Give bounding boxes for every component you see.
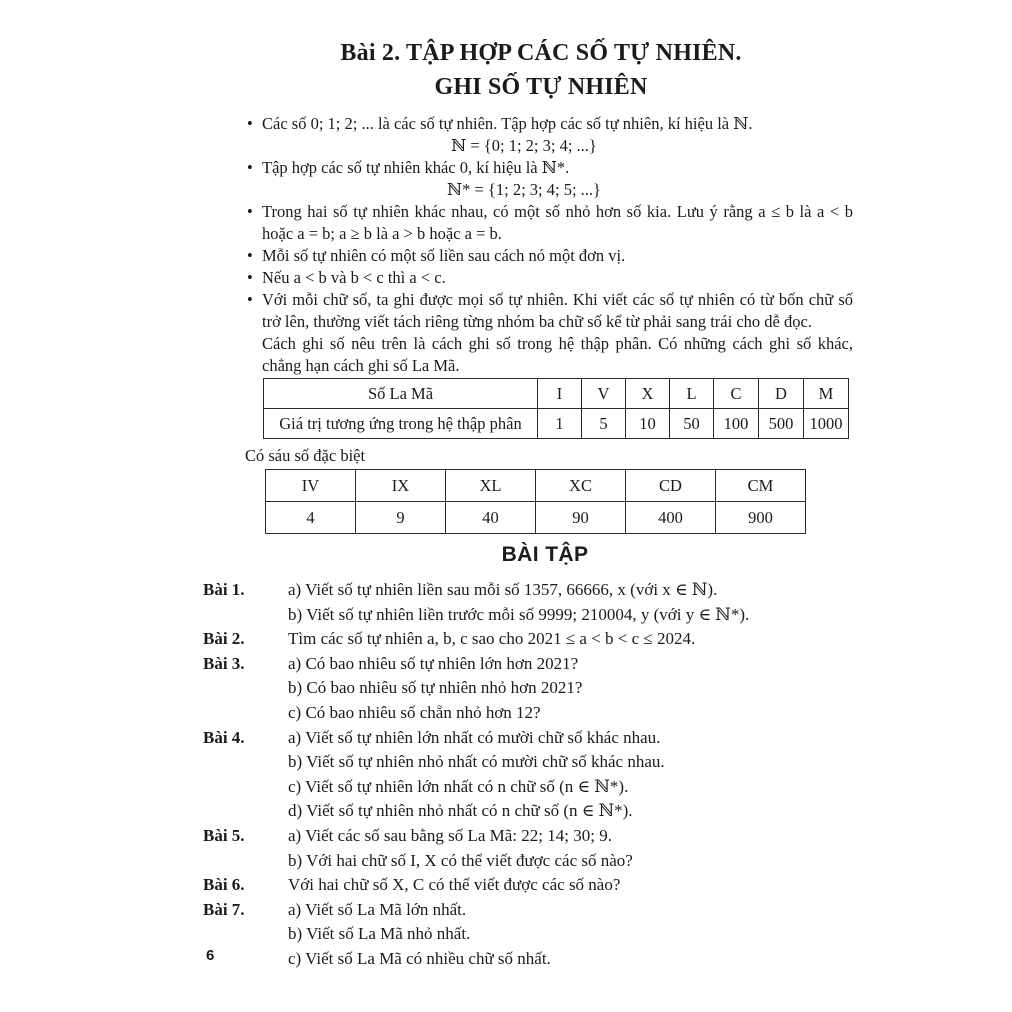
- exercise-label: [203, 701, 288, 726]
- exercise-line: [203, 750, 855, 775]
- lesson-title-line1: Bài 2. TẬP HỢP CÁC SỐ TỰ NHIÊN.: [340, 40, 742, 66]
- table-cell: 400: [626, 502, 716, 534]
- theory-bullet-nonzero-naturals: • Tập hợp các số tự nhiên khác 0, kí hiệu là ℕ*.: [245, 157, 853, 179]
- exercise-line: [203, 603, 855, 628]
- table-row: [264, 379, 849, 409]
- table-row: [264, 409, 849, 439]
- exercises-heading: BÀI TẬP: [501, 543, 589, 566]
- table-cell: L: [670, 379, 714, 409]
- exercise-line: [203, 824, 855, 849]
- exercise-label: [203, 799, 288, 824]
- roman-numerals-table: [263, 378, 849, 439]
- theory-bullet-transitivity: • Nếu a < b và b < c thì a < c.: [245, 267, 853, 289]
- six-special-numbers-note: Có sáu số đặc biệt: [245, 446, 366, 465]
- exercise-line: [203, 726, 855, 751]
- exercise-label: [203, 849, 288, 874]
- exercise-text: Với hai chữ số X, C có thể viết được các số nào?: [288, 875, 621, 895]
- table-cell: XL: [446, 470, 536, 502]
- exercise-line: [203, 799, 855, 824]
- exercise-text: b) Viết số La Mã nhỏ nhất.: [288, 924, 471, 944]
- table-cell: 90: [536, 502, 626, 534]
- page-number: 6: [206, 947, 215, 964]
- theory-paragraph-decimal-system: Cách ghi số nêu trên là cách ghi số trong hệ thập phân. Có những cách ghi số khác, chẳng hạn cách ghi số La Mã.: [262, 334, 853, 375]
- exercise-line: [203, 922, 855, 947]
- table-cell: 4: [266, 502, 356, 534]
- exercise-text: a) Viết số tự nhiên liền sau mỗi số 1357, 66666, x (với x ∈ ℕ).: [288, 580, 718, 599]
- table-cell: CD: [626, 470, 716, 502]
- table-cell: 5: [582, 409, 626, 439]
- theory-bullet-natural-numbers: • Các số 0; 1; 2; ... là các số tự nhiên. Tập hợp các số tự nhiên, kí hiệu là ℕ.: [245, 113, 853, 135]
- theory-bullet-comparison: • Trong hai số tự nhiên khác nhau, có một số nhỏ hơn số kia. Lưu ý rằng a ≤ b là a < b hoặc a = b; a ≥ b là a > b hoặc a = b.: [245, 201, 853, 245]
- theory-bullet-digits: • Với mỗi chữ số, ta ghi được mọi số tự nhiên. Khi viết các số tự nhiên có từ bốn chữ số trở lên, thường viết tách riêng từng nhóm ba chữ số kể từ phải sang trái cho dễ đọc.: [245, 289, 853, 333]
- exercise-label: [203, 922, 288, 947]
- table-cell: XC: [536, 470, 626, 502]
- table-cell: V: [582, 379, 626, 409]
- exercise-line: [203, 578, 855, 603]
- table-cell: Giá trị tương ứng trong hệ thập phân: [264, 409, 538, 439]
- table-cell: Số La Mã: [264, 379, 538, 409]
- exercise-text: b) Viết số tự nhiên liền trước mỗi số 9999; 210004, y (với y ∈ ℕ*).: [288, 604, 750, 624]
- table-cell: M: [804, 379, 849, 409]
- theory-section: [245, 113, 853, 377]
- exercises-section: [203, 578, 855, 972]
- table-cell: D: [759, 379, 804, 409]
- table-cell: 10: [626, 409, 670, 439]
- exercise-text: c) Viết số La Mã có nhiều chữ số nhất.: [288, 948, 551, 968]
- exercise-line: [203, 898, 855, 923]
- table-cell: 900: [716, 502, 806, 534]
- exercise-line: [203, 701, 855, 726]
- exercise-text: d) Viết số tự nhiên nhỏ nhất có n chữ số (n ∈ ℕ*).: [288, 801, 633, 821]
- exercise-text: c) Viết số tự nhiên lớn nhất có n chữ số (n ∈ ℕ*).: [288, 776, 629, 796]
- page-content: [203, 36, 855, 972]
- exercise-line: [203, 652, 855, 677]
- table-cell: 50: [670, 409, 714, 439]
- table-cell: X: [626, 379, 670, 409]
- exercise-label: Bài 7.: [203, 899, 245, 919]
- exercise-line: [203, 775, 855, 800]
- exercise-label: Bài 1.: [203, 580, 245, 599]
- exercise-line: [203, 676, 855, 701]
- exercise-text: a) Viết số La Mã lớn nhất.: [288, 899, 467, 919]
- exercise-line: [203, 873, 855, 898]
- exercise-text: a) Viết số tự nhiên lớn nhất có mười chữ số khác nhau.: [288, 727, 661, 747]
- exercise-line: [203, 947, 855, 972]
- table-cell: 9: [356, 502, 446, 534]
- exercise-text: a) Có bao nhiêu số tự nhiên lớn hơn 2021?: [288, 653, 579, 673]
- exercise-text: b) Với hai chữ số I, X có thể viết được các số nào?: [288, 850, 633, 870]
- exercise-text: a) Viết các số sau bằng số La Mã: 22; 14; 30; 9.: [288, 825, 612, 845]
- lesson-title-line2: GHI SỐ TỰ NHIÊN: [434, 74, 648, 100]
- table-cell: CM: [716, 470, 806, 502]
- table-cell: C: [714, 379, 759, 409]
- exercise-label: [203, 947, 288, 972]
- exercise-label: [203, 775, 288, 800]
- exercise-text: b) Viết số tự nhiên nhỏ nhất có mười chữ số khác nhau.: [288, 752, 665, 772]
- exercise-text: b) Có bao nhiêu số tự nhiên nhỏ hơn 2021?: [288, 678, 583, 698]
- exercise-line: [203, 627, 855, 652]
- table-cell: 100: [714, 409, 759, 439]
- exercise-label: [203, 750, 288, 775]
- exercise-label: Bài 5.: [203, 825, 245, 845]
- exercise-label: [203, 603, 288, 628]
- table-cell: IX: [356, 470, 446, 502]
- exercise-label: [203, 676, 288, 701]
- table-row: [266, 502, 806, 534]
- exercise-line: [203, 849, 855, 874]
- set-notation-n: ℕ = {0; 1; 2; 3; 4; ...}: [451, 136, 597, 155]
- table-cell: 40: [446, 502, 536, 534]
- table-cell: 1000: [804, 409, 849, 439]
- lesson-title: [215, 36, 867, 104]
- theory-bullet-successor: • Mỗi số tự nhiên có một số liền sau cách nó một đơn vị.: [245, 245, 853, 267]
- table-cell: I: [538, 379, 582, 409]
- table-cell: IV: [266, 470, 356, 502]
- exercise-text: c) Có bao nhiêu số chẵn nhỏ hơn 12?: [288, 702, 541, 722]
- exercise-label: Bài 3.: [203, 653, 245, 673]
- exercise-label: Bài 6.: [203, 875, 245, 895]
- exercise-text: Tìm các số tự nhiên a, b, c sao cho 2021 ≤ a < b < c ≤ 2024.: [288, 629, 696, 649]
- set-notation-n-star: ℕ* = {1; 2; 3; 4; 5; ...}: [447, 180, 601, 199]
- table-cell: 500: [759, 409, 804, 439]
- table-cell: 1: [538, 409, 582, 439]
- special-roman-numbers-table: [265, 469, 806, 534]
- exercise-label: Bài 2.: [203, 629, 245, 649]
- table-row: [266, 470, 806, 502]
- exercise-label: Bài 4.: [203, 727, 245, 747]
